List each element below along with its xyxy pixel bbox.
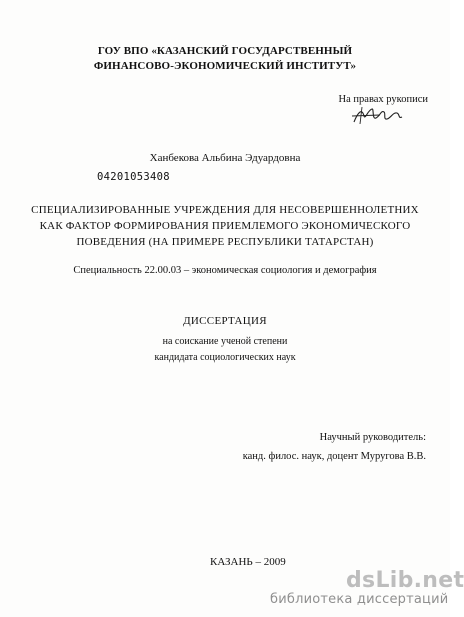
institution-line-2: ФИНАНСОВО-ЭКОНОМИЧЕСКИЙ ИНСТИТУТ» (93, 60, 357, 72)
watermark-subtitle: библиотека диссертаций (270, 592, 449, 607)
title-line-1: СПЕЦИАЛИЗИРОВАННЫЕ УЧРЕЖДЕНИЯ ДЛЯ НЕСОВЕРШЕННОЛЕТНИХ (31, 204, 419, 216)
scientific-advisor (243, 428, 426, 466)
institution-line-1: ГОУ ВПО «КАЗАНСКИЙ ГОСУДАРСТВЕННЫЙ (97, 45, 353, 57)
specialty-line: Специальность 22.00.03 – экономическая социология и демография (73, 265, 377, 276)
document-code: 04201053408 (97, 171, 170, 183)
advisor-label: Научный руководитель: (319, 432, 426, 443)
city-year: КАЗАНЬ – 2009 (210, 556, 286, 568)
author-name: Ханбекова Альбина Эдуардовна (149, 152, 301, 164)
watermark-logo: dsLib.net (346, 568, 464, 593)
title-line-3: ПОВЕДЕНИЯ (НА ПРИМЕРЕ РЕСПУБЛИКИ ТАТАРСТАН) (76, 236, 374, 248)
signature-image (350, 104, 406, 126)
manuscript-note: На правах рукописи (338, 94, 428, 105)
institution-header (0, 44, 450, 74)
degree-text (0, 334, 450, 366)
dissertation-title (0, 202, 450, 250)
degree-line-1: на соискание ученой степени (162, 336, 288, 347)
title-line-2: КАК ФАКТОР ФОРМИРОВАНИЯ ПРИЕМЛЕМОГО ЭКОНОМИЧЕСКОГО (39, 220, 411, 232)
advisor-name: канд. филос. наук, доцент Муругова В.В. (242, 451, 426, 462)
dissertation-label: ДИССЕРТАЦИЯ (183, 315, 267, 327)
degree-line-2: кандидата социологических наук (154, 352, 296, 363)
